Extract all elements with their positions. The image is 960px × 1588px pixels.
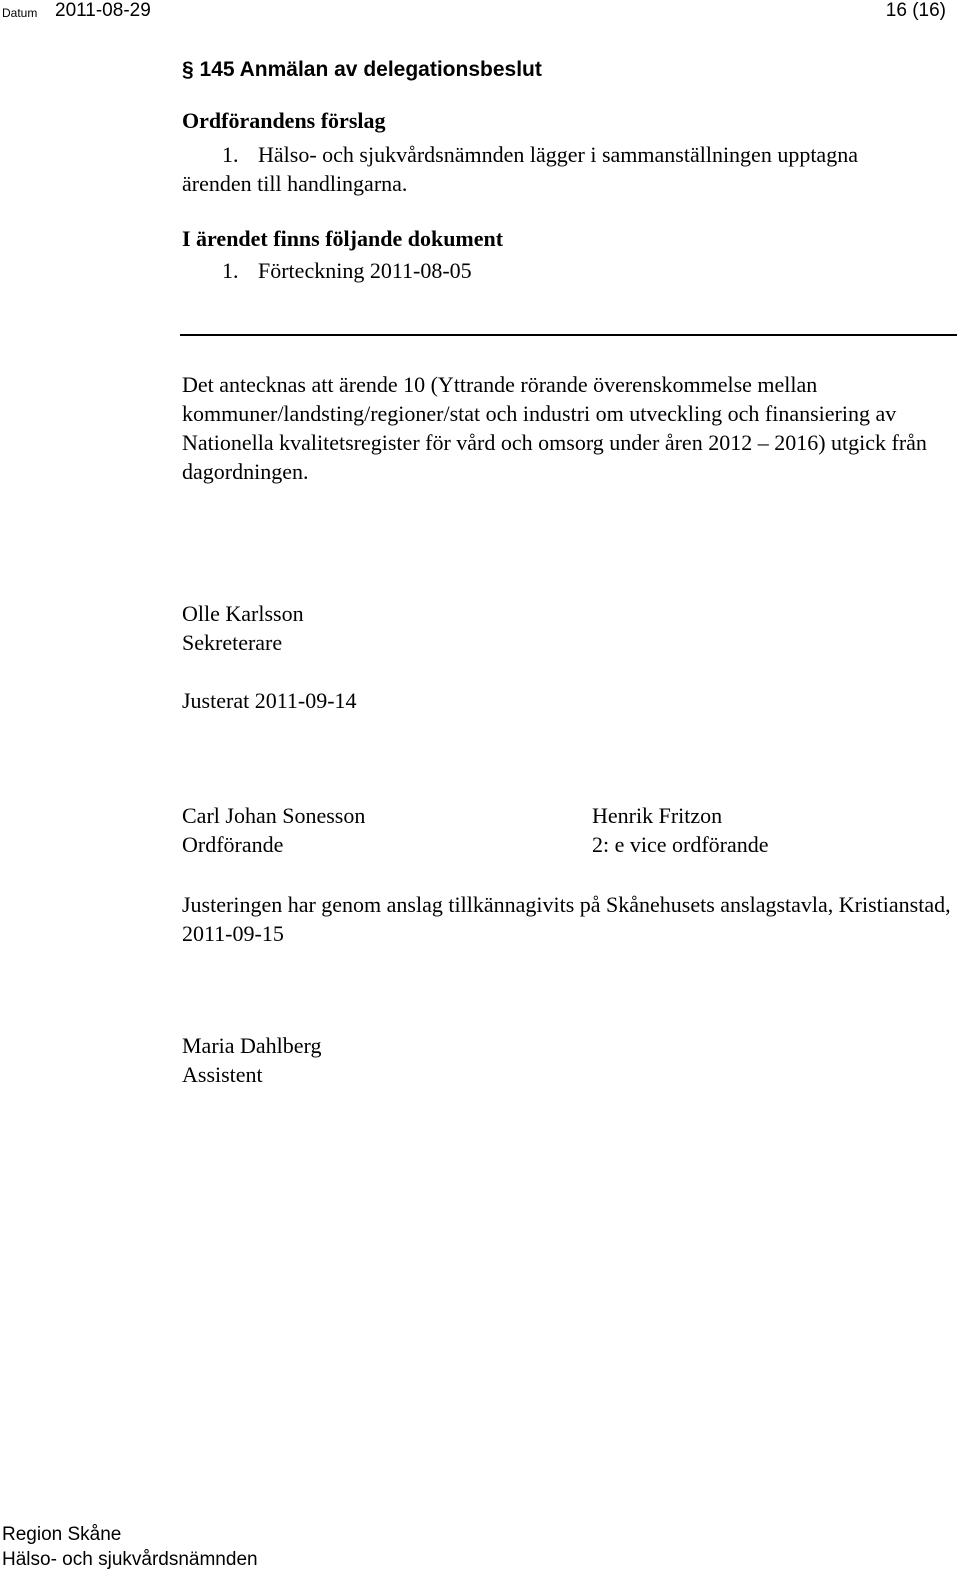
page-number: 16 (16) <box>885 0 946 21</box>
signer-chair-title: Ordförande <box>182 832 284 857</box>
footer-organization: Region Skåne <box>2 1524 122 1545</box>
section-title: § 145 Anmälan av delegationsbeslut <box>182 58 542 81</box>
notice-paragraph: Justeringen har genom anslag tillkännagivits på Skånehusets anslagstavla, Kristianstad, 2011-09-15 <box>182 892 951 946</box>
footer-department: Hälso- och sjukvårdsnämnden <box>2 1549 258 1570</box>
secretary-title: Sekreterare <box>182 630 283 655</box>
note-paragraph: Det antecknas att ärende 10 (Yttrande rörande överenskommelse mellan kommuner/landsting/regioner/stat och industri om utveckling och finansiering av Nationella kvalitetsregister för vård och omsorg under åren 2012 – 2016) utgick från dagordningen. <box>182 372 927 484</box>
date-value: 2011-08-29 <box>55 0 151 21</box>
documents-item-text: Förteckning 2011-08-05 <box>258 258 472 283</box>
signer-chair-name: Carl Johan Sonesson <box>182 803 366 828</box>
secretary-name: Olle Karlsson <box>182 601 304 626</box>
documents-item-number: 1. <box>222 258 239 283</box>
signer-vice-chair-name: Henrik Fritzon <box>592 803 723 828</box>
section-divider <box>180 334 957 336</box>
verified-date: Justerat 2011-09-14 <box>182 688 357 713</box>
proposal-item-text-line2: ärenden till handlingarna. <box>182 171 408 196</box>
assistant-title: Assistent <box>182 1062 263 1087</box>
assistant-name: Maria Dahlberg <box>182 1033 322 1058</box>
documents-list-item <box>222 258 472 284</box>
proposal-list-item <box>182 140 960 198</box>
proposal-item-text-line1: Hälso- och sjukvårdsnämnden lägger i sammanställningen upptagna <box>258 142 858 167</box>
proposal-item-number: 1. <box>222 142 239 167</box>
date-label: Datum <box>2 6 38 20</box>
documents-heading: I ärendet finns följande dokument <box>182 226 504 251</box>
proposal-heading: Ordförandens förslag <box>182 108 386 133</box>
signer-vice-chair-title: 2: e vice ordförande <box>592 832 769 857</box>
